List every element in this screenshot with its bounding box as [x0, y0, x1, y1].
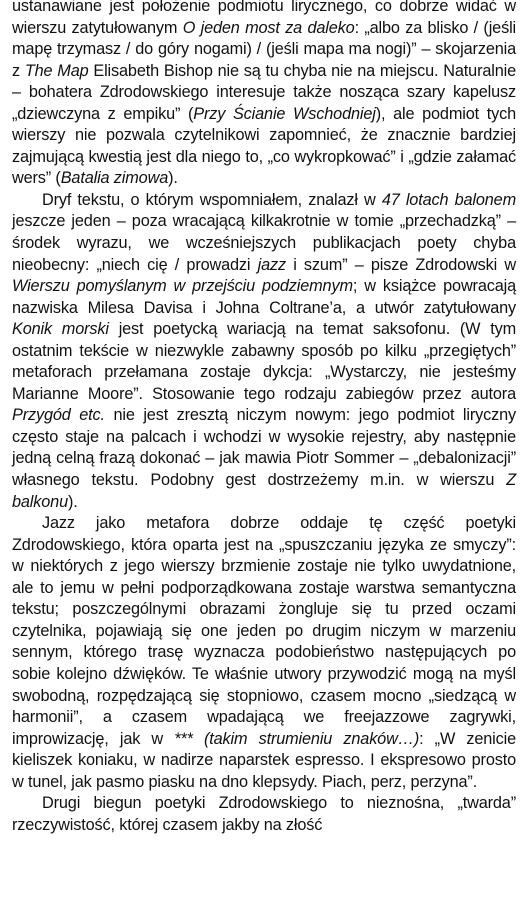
paragraph-text: nie jest zresztą niczym nowym: jego podmiot liryczny często staje na palcach i wchodzi w wysokie rejestry, aby następnie jedną celną frazą dokonać – jak mawia Piotr Sommer – „debalonizacji” własnego tekstu. Podobny gest dostrzeżemy m.in. w wierszu	[12, 406, 516, 490]
italic-title-text: O jeden most za daleko	[182, 18, 355, 37]
paragraph-text: jest poetycką wariacją na temat saksofonu. (W tym ostatnim tekście w niezwykle zabawny sposób po kilku „przegiętych” metaforach przełamana zostaje dykcja: „Wystarczy, nie jesteśmy Marianne Moore”. Stosowanie tego rodzaju zabiegów przez autora	[12, 320, 517, 403]
paragraph-text: : „albo za blisko / (jeśli mapę trzymasz / do góry nogami) / (jeśli mapa ma nogi)” – skojarzenia z	[12, 18, 516, 80]
italic-title-text: The Map	[24, 61, 89, 80]
italic-title-text: Z balkonu	[12, 471, 516, 511]
italic-title-text: Wierszu pomyślanym w przejściu podziemnym	[12, 277, 353, 296]
paragraph-text: : „W zenicie kieliszek koniaku, w nadirze naparstek espresso. I ekspresowo prosto w tunel, jak pasmo piasku na dno klepsydy. Piach, perz, perzyna”.	[12, 729, 516, 791]
paragraph-text: ; w książce powracają nazwiska Milesa Davisa i Johna Coltrane’a, a utwór zatytułowany	[12, 277, 516, 317]
italic-title-text: Przy Ścianie Wschodniej	[193, 104, 376, 123]
paragraph-text: Dryf tekstu, o którym wspomniałem, znalazł w	[42, 190, 382, 209]
paragraph-text: ), ale podmiot tych wierszy nie pozwala czytelnikowi zapomnieć, że znacznie bardziej zajmującą kwestią jest dla niego to, „co wykropkować” i „gdzie załamać wers” (	[12, 104, 516, 188]
body-paragraph	[12, 0, 516, 190]
paragraph-text: Drugi biegun poetyki Zdrodowskiego to nieznośna, „twarda” rzeczywistość, której czasem jakby na złość	[12, 794, 516, 834]
paragraph-text: jeszcze jeden – poza wracającą kilkakrotnie w tomie „przechadzką” – środek wyrazu, we wcześniejszych publikacjach poety chyba nieobecny: „niech cię / prowadzi	[12, 212, 516, 274]
italic-title-text: Batalia zimowa	[60, 169, 169, 188]
body-paragraph	[12, 793, 516, 836]
paragraph-text: ).	[168, 169, 178, 188]
body-paragraph	[12, 190, 516, 513]
body-paragraph	[12, 513, 516, 793]
paragraph-text: ).	[67, 492, 78, 511]
paragraph-text: i szum” – pisze Zdrodowski w	[285, 255, 516, 274]
paragraph-text: Elisabeth Bishop nie są tu chyba nie na miejscu. Naturalnie – bohatera Zdrodowskiego interesuje także nosząca szary kapelusz „dziewczyna z empiku” (	[12, 61, 516, 123]
italic-title-text: jazz	[257, 255, 286, 274]
paragraph-text: ustanawiane jest położenie podmiotu lirycznego, co dobrze widać w wierszu zatytułowanym	[12, 0, 516, 37]
italic-title-text: *** (takim strumieniu znaków…)	[174, 729, 420, 748]
italic-title-text: Przygód etc.	[12, 406, 105, 425]
italic-title-text: Konik morski	[12, 320, 109, 339]
paragraph-text: Jazz jako metafora dobrze oddaje tę część poetyki Zdrodowskiego, która oparta jest na „spuszczaniu języka ze smyczy”: w niektórych z jego wierszy brzmienie zostaje nie tylko uwydatnione, ale to jemu w pełni podporządkowana zostaje warstwa semantyczna tekstu; poszczególnymi obrazami żongluje się tu przed oczami czytelnika, pojawiają się one jeden po drugim niczym w marzeniu sennym, którego trasę wyznacza podobieństwo następujących po sobie kolejno dźwięków. Te właśnie utwory przywodzić mogą na myśl swobodną, rozpędzającą się stopniowo, czasem mocno „siedzącą w harmonii”, a czasem wpadającą we freejazzowe zagrywki, improwizację, jak w	[12, 514, 516, 748]
italic-title-text: 47 lotach balonem	[381, 190, 516, 209]
